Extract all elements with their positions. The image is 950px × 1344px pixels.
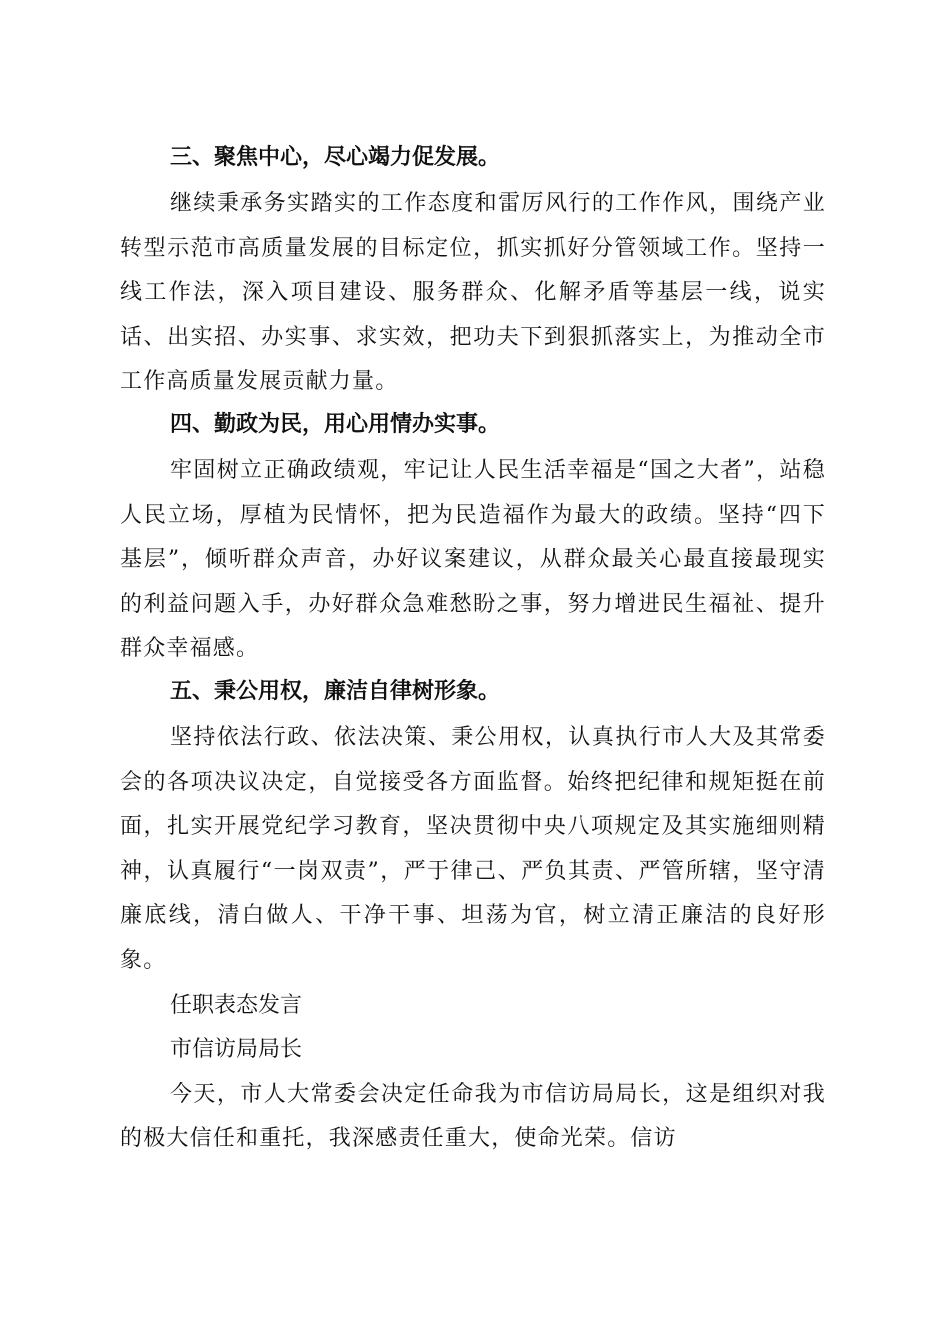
speaker-title: 市信访局局长 <box>170 1037 303 1063</box>
document-body <box>120 138 826 1162</box>
section-3-paragraph: 继续秉承务实踏实的工作态度和雷厉风行的工作作风，围绕产业转型示范市高质量发展的目标定位，抓实抓好分管领域工作。坚持一线工作法，深入项目建设、服务群众、化解矛盾等基层一线，说实话、出实招、办实事、求实效，把功夫下到狠抓落实上，为推动全市工作高质量发展贡献力量。 <box>120 191 826 395</box>
section-4-heading: 四、勤政为民，用心用情办实事。 <box>170 411 501 437</box>
speech-title: 任职表态发言 <box>170 992 303 1018</box>
section-5-paragraph: 坚持依法行政、依法决策、秉公用权，认真执行市人大及其常委会的各项决议决定，自觉接受各方面监督。始终把纪律和规矩挺在前面，扎实开展党纪学习教育，坚决贯彻中央八项规定及其实施细则精神，认真履行“一岗双责”，严于律己、严负其责、严管所辖，坚守清廉底线，清白做人、干净干事、坦荡为官，树立清正廉洁的良好形象。 <box>120 724 826 973</box>
section-4-paragraph: 牢固树立正确政绩观，牢记让人民生活幸福是“国之大者”，站稳人民立场，厚植为民情怀，把为民造福作为最大的政绩。坚持“四下基层”，倾听群众声音，办好议案建议，从群众最关心最直接最现实的利益问题入手，办好群众急难愁盼之事，努力增进民生福祉、提升群众幸福感。 <box>120 457 826 662</box>
speech-opening-paragraph: 今天，市人大常委会决定任命我为市信访局局长，这是组织对我的极大信任和重托，我深感责任重大，使命光荣。信访 <box>120 1081 826 1152</box>
section-3-heading: 三、聚焦中心，尽心竭力促发展。 <box>170 145 501 170</box>
section-5-heading: 五、秉公用权，廉洁自律树形象。 <box>170 678 501 704</box>
